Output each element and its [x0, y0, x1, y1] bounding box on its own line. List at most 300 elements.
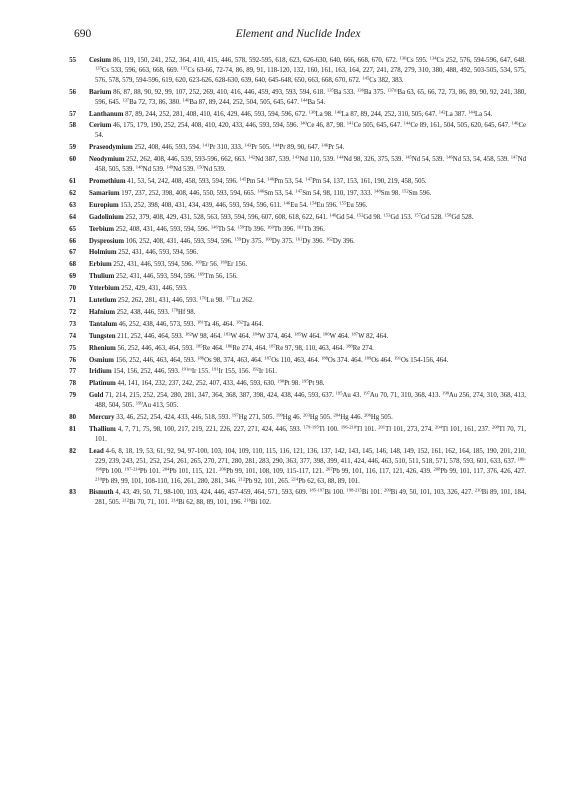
mass-number: 186: [225, 342, 233, 348]
mass-number: 187: [268, 342, 276, 348]
page-references: 252, 431, 446, 593, 594, 596.: [114, 273, 198, 281]
mass-number: 144: [272, 142, 280, 148]
element-name: Praseodymium: [89, 144, 133, 152]
running-head: Element and Nuclide Index: [235, 28, 361, 40]
mass-number: 185: [294, 331, 302, 337]
index-entry: [64, 447, 526, 487]
atomic-number: 66: [69, 237, 76, 245]
element-name: Thulium: [89, 273, 115, 281]
element-name: Osmium: [89, 356, 114, 364]
index-entry: [64, 488, 526, 508]
atomic-number: 71: [69, 297, 76, 305]
page-references: La 98.: [315, 110, 335, 118]
page-references: Au 70, 71, 310, 368, 413.: [369, 392, 443, 400]
atomic-number: 57: [69, 110, 76, 118]
mass-number: 159: [234, 235, 242, 241]
page-references: Ta 464.: [242, 320, 264, 328]
index-entry: [64, 248, 526, 258]
mass-number: 199: [275, 412, 283, 418]
page-references: 41, 53, 54, 242, 408, 458, 593, 594, 596.: [125, 177, 240, 185]
page-references: Gd 528.: [451, 213, 474, 221]
mass-number: 146: [321, 142, 329, 148]
page-references: Nd 53, 54, 458, 539.: [452, 156, 511, 164]
page-references: Os 464.: [371, 356, 395, 364]
page-references: 33, 46, 252, 254, 424, 433, 446, 518, 593.: [114, 414, 232, 422]
element-name: Dysprosium: [89, 237, 124, 245]
page-references: Gd 153.: [390, 213, 415, 221]
page-references: Dy 396.: [302, 237, 326, 245]
page-references: Cs 595.: [406, 57, 430, 64]
page-references: Hf 98.: [178, 308, 196, 316]
index-entry: [64, 88, 526, 108]
element-name: Holmium: [89, 249, 117, 257]
page-references: Bi 101.: [361, 489, 384, 497]
index-entry: [64, 320, 526, 330]
page-references: Dy 375.: [271, 237, 296, 245]
page-references: La 387.: [445, 110, 469, 118]
page-references: 4-6, 8, 18, 19, 53, 61, 92, 94, 97-100, 103, 104, 109, 110, 115, 116, 121, 136, 137, 142, 143, 145, 146, 148, 149, 152, 161, 162, 164, 185, 190, 201, 210, 229, 239, 243, 251, 252, 254, 261, 265, 270, 271, 280, 281, 283, 290, 363, 377, 398, 399, 411, 424, 446, 463, 510, 511, 518, 571, 578, 593, 601, 633, 637.: [95, 447, 526, 465]
mass-number: 176: [199, 295, 207, 301]
page-references: Ce 89, 161, 504, 505, 620, 645, 647.: [410, 122, 512, 130]
index-entry: [64, 413, 526, 423]
mass-number: 146: [511, 120, 519, 126]
atomic-number: 73: [69, 320, 76, 328]
page-references: 46, 175, 179, 190, 252, 254, 408, 410, 420, 433, 446, 593, 594, 596.: [111, 122, 300, 130]
page-references: Gd 54.: [336, 213, 357, 221]
page-references: Bi 100.: [324, 489, 347, 497]
mass-number: 197-214: [124, 465, 140, 471]
page-references: Tb 396.: [244, 225, 267, 233]
page-references: Tl 100.: [318, 426, 341, 433]
page-references: Ba 375.: [363, 88, 388, 96]
page-references: Sm 596.: [408, 189, 432, 197]
page-references: Ir 161.: [258, 368, 277, 376]
page-references: Bi 89, 101, 184, 281, 505.: [95, 489, 527, 507]
index-entries: [64, 56, 526, 510]
mass-number: 212: [238, 475, 246, 481]
page-references: Ba 87, 89, 244, 252, 504, 505, 645, 647.: [189, 98, 301, 106]
mass-number: 198: [442, 390, 449, 396]
mass-number: 216: [243, 497, 251, 503]
page-references: Nd 539.: [142, 166, 167, 174]
mass-number: 144: [300, 96, 308, 102]
index-entry: [64, 260, 526, 270]
page-references: Dy 375.: [241, 237, 265, 245]
page-references: Gd 98.: [363, 213, 384, 221]
mass-number: 148: [373, 188, 381, 194]
mass-number: 142: [438, 108, 446, 114]
page-references: Os 98, 374, 463, 464.: [204, 356, 265, 364]
atomic-number: 77: [69, 368, 76, 376]
element-name: Rhenium: [89, 344, 116, 352]
page-references: Sm 53, 54.: [264, 189, 296, 197]
mass-number: 177: [225, 295, 233, 301]
page-references: Re 464.: [202, 344, 226, 352]
mass-number: 158: [444, 212, 452, 217]
element-name: Iridium: [89, 368, 112, 376]
page-references: Pt 98.: [284, 380, 302, 388]
page-references: Tm 56, 156.: [204, 273, 238, 281]
page-references: Gd 528.: [420, 213, 445, 221]
mass-number: 191: [394, 354, 401, 360]
page-references: Lu 98.: [206, 297, 226, 305]
page-references: Pt 98.: [308, 380, 325, 388]
page-references: Pr 505.: [251, 144, 273, 152]
index-entry: [64, 367, 526, 377]
atomic-number: 55: [69, 57, 76, 64]
index-entry: [64, 356, 526, 366]
page-references: Er 156.: [227, 261, 248, 269]
atomic-number: 80: [69, 414, 76, 422]
index-entry: [64, 201, 526, 211]
atomic-number: 69: [69, 273, 76, 281]
page-references: 197, 237, 252, 398, 408, 446, 550, 593, 594, 665.: [119, 189, 258, 197]
page-references: 71, 214, 215, 252, 254, 280, 281, 347, 364, 368, 387, 398, 424, 438, 446, 593, 637.: [103, 392, 336, 400]
mass-number: 214: [171, 497, 179, 503]
atomic-number: 68: [69, 261, 76, 269]
mass-number: 203: [302, 412, 310, 418]
atomic-number: 72: [69, 308, 76, 316]
page-references: Hg 505.: [370, 414, 393, 422]
mass-number: 188: [345, 342, 353, 348]
mass-number: 190: [277, 378, 285, 384]
page-references: Bi 49, 50, 101, 103, 326, 427.: [390, 489, 475, 497]
page-references: Ce 46, 87, 98.: [306, 122, 347, 130]
index-entry: [64, 143, 526, 153]
page-references: 86, 119, 150, 241, 252, 364, 410, 415, 446, 578, 592-595, 618, 623, 626-630, 640, 666, 668, 670, 672.: [110, 57, 400, 64]
element-name: Tungsten: [89, 332, 116, 340]
page-references: Pb 99, 101, 117, 376, 426, 427.: [440, 467, 526, 475]
page-references: 44, 141, 164, 232, 237, 242, 252, 407, 433, 446, 593, 630.: [115, 380, 278, 388]
atomic-number: 56: [69, 88, 76, 96]
page-references: Eu 596.: [346, 201, 368, 209]
mass-number: 187: [264, 354, 272, 360]
page-references: Pr 310, 333.: [209, 144, 245, 152]
element-name: Bismuth: [89, 489, 114, 497]
element-name: Promethium: [89, 177, 126, 185]
mass-number: 147: [510, 154, 518, 160]
mass-number: 183: [223, 331, 231, 337]
page-references: W 464.: [301, 332, 323, 340]
mass-number: 195: [335, 390, 343, 396]
atomic-number: 81: [69, 426, 76, 433]
atomic-number: 75: [69, 344, 76, 352]
page-references: 252, 431, 446, 593, 594, 596.: [116, 249, 199, 257]
mass-number: 169: [220, 259, 228, 265]
page-references: Ba 72, 73, 86, 380.: [129, 98, 183, 106]
page-references: Tl 101.: [356, 426, 379, 433]
page-references: Sm 98.: [380, 189, 402, 197]
page-references: Nd 54, 539.: [411, 156, 446, 164]
page-references: Pb 99, 101, 116, 117, 121, 426, 439.: [332, 467, 434, 475]
page-references: Nd 110, 539.: [299, 156, 337, 164]
page-references: Os 110, 463, 464.: [271, 356, 322, 364]
element-name: Gold: [89, 392, 104, 400]
page-references: 252, 429, 431, 446, 593.: [119, 285, 188, 293]
mass-number: 206: [363, 412, 371, 418]
page-references: Eu 54.: [290, 201, 310, 209]
page-references: Os 374. 464.: [327, 356, 365, 364]
page-references: W 464.: [329, 332, 352, 340]
index-entry: [64, 177, 526, 187]
mass-number: 147: [305, 176, 313, 182]
page-references: Ba 54.: [307, 98, 326, 106]
index-entry: [64, 379, 526, 389]
page-references: W 374, 464.: [259, 332, 295, 340]
mass-number: 198-215: [346, 487, 362, 493]
page-references: Bi 62, 88, 89, 101, 196.: [178, 499, 244, 507]
index-entry: [64, 425, 526, 445]
mass-number: 197: [363, 390, 370, 396]
atomic-number: 79: [69, 392, 76, 400]
page-references: Nd 98, 326, 375, 539.: [343, 156, 405, 164]
page-references: Pb 89, 99, 101, 108-110, 116, 261, 280, 281, 346.: [101, 477, 239, 485]
index-entry: [64, 284, 526, 294]
mass-number: 180-196: [95, 456, 526, 471]
page-references: Pb 100.: [101, 467, 125, 475]
mass-number: 130: [399, 55, 407, 61]
mass-number: 159: [237, 223, 245, 229]
element-name: Neodymium: [89, 156, 125, 164]
page-references: Hg 446.: [340, 414, 364, 422]
atomic-number: 83: [69, 489, 76, 497]
page-references: Nd 539.: [203, 166, 226, 174]
mass-number: 185: [195, 342, 203, 348]
atomic-number: 76: [69, 356, 76, 364]
page-references: Hg 46.: [282, 414, 303, 422]
element-name: Cerium: [89, 122, 112, 130]
element-name: Thallium: [89, 426, 116, 433]
mass-number: 147: [295, 188, 303, 194]
mass-number: 186: [197, 354, 205, 360]
mass-number: 145: [362, 75, 370, 81]
page-references: Cs 252, 576, 594-596, 647, 648.: [436, 57, 526, 64]
page-references: Pr 89, 90, 647.: [279, 144, 322, 152]
page-references: Ir 155, 156.: [218, 368, 252, 376]
page-references: 46, 252, 438, 446, 573, 593.: [117, 320, 197, 328]
mass-number: 144: [403, 120, 411, 126]
page-references: Tl 70, 71, 101.: [95, 426, 526, 443]
mass-number: 161: [296, 223, 304, 229]
element-name: Lutetium: [89, 297, 117, 305]
page-references: Re 274.: [352, 344, 374, 352]
mass-number: 169: [197, 271, 205, 277]
mass-number: 143: [244, 142, 252, 148]
atomic-number: 64: [69, 213, 76, 221]
mass-number: 184: [252, 331, 260, 337]
mass-number: 188: [321, 354, 328, 360]
page-references: Ir 155.: [191, 368, 212, 376]
mass-number: 204: [435, 424, 442, 430]
page-references: La 54.: [474, 110, 493, 118]
page-references: Hg 271, 505.: [238, 414, 276, 422]
page-references: W 98, 464.: [191, 332, 224, 340]
page-references: Re 274, 464.: [232, 344, 269, 352]
mass-number: 210: [95, 475, 102, 481]
mass-number: 210: [474, 487, 482, 493]
mass-number: 208: [433, 465, 441, 471]
mass-number: 192: [251, 366, 259, 372]
page-references: Ba 63, 65, 66, 72, 73, 86, 89, 90, 92, 241, 380, 596, 645.: [95, 88, 527, 106]
index-entry: [64, 225, 526, 235]
page-references: Au 256, 274, 310, 368, 413, 488, 504, 505.: [95, 392, 526, 410]
index-entry: [64, 344, 526, 354]
mass-number: 141: [346, 120, 354, 126]
page-references: 252, 438, 446, 593.: [115, 308, 172, 316]
atomic-number: 74: [69, 332, 76, 340]
page-references: Ta 46, 464.: [203, 320, 237, 328]
page-references: 106, 252, 408, 431, 446, 593, 594, 596.: [124, 237, 235, 245]
mass-number: 204: [333, 412, 341, 418]
mass-number: 152: [401, 188, 409, 194]
page-references: 252, 262, 281, 431, 446, 593.: [116, 297, 200, 305]
mass-number: 191: [211, 366, 219, 372]
page-references: 156, 252, 446, 463, 464, 593.: [113, 356, 198, 364]
page-references: W 82, 464.: [358, 332, 389, 340]
page-references: Ce 505, 645, 647.: [353, 122, 404, 130]
index-entry: [64, 110, 526, 120]
mass-number: 137: [180, 65, 188, 71]
mass-number: 134: [429, 55, 437, 61]
mass-number: 150: [196, 164, 204, 170]
element-name: Tantalum: [89, 320, 118, 328]
atomic-number: 67: [69, 249, 76, 257]
element-name: Cesium: [89, 57, 111, 64]
page-references: Tb 396.: [273, 225, 297, 233]
index-entry: [64, 56, 526, 86]
page-references: Lu 262.: [232, 297, 254, 305]
page-references: Er 56.: [201, 261, 221, 269]
page-references: Bi 102.: [250, 499, 271, 507]
page-references: La 87, 89, 244, 252, 310, 505, 647.: [341, 110, 439, 118]
atomic-number: 62: [69, 189, 76, 197]
page-references: 252, 408, 431, 446, 593, 594, 596.: [114, 225, 211, 233]
mass-number: 146: [267, 176, 275, 182]
page-references: 56, 252, 446, 463, 464, 593.: [115, 344, 196, 352]
page-references: 211, 252, 446, 464, 593.: [115, 332, 185, 340]
page-references: Tb 396.: [303, 225, 325, 233]
mass-number: 195: [301, 378, 309, 384]
mass-number: 137: [122, 96, 130, 102]
mass-number: 136: [356, 87, 364, 93]
mass-number: 149: [166, 164, 174, 170]
page-references: Hg 505.: [309, 414, 334, 422]
page-references: Cs 63-66, 72-74, 86, 89, 91, 118-120, 132, 160, 161, 163, 164, 227, 241, 278, 279, 310, 380, 488, 492, 503-505, 534, 575, 576, 578, 579, 594-596, 619, 620, 623-626, 628-630, 639, 640, 645-648, 650, 663, 668, 670, 672.: [95, 66, 526, 84]
element-name: Erbium: [89, 261, 112, 269]
mass-number: 208: [491, 424, 499, 430]
page-references: Au 413, 505.: [142, 402, 179, 410]
mass-number: 146: [445, 154, 453, 160]
atomic-number: 70: [69, 285, 76, 293]
page-references: Nd 539.: [173, 166, 197, 174]
mass-number: 209: [383, 487, 391, 493]
mass-number: 152: [356, 212, 364, 217]
mass-number: 142: [248, 154, 256, 160]
page-references: Dy 396.: [332, 237, 355, 245]
mass-number: 214: [291, 475, 299, 481]
mass-number: 140: [182, 96, 190, 102]
page-references: Cs 533, 596, 663, 668, 669.: [101, 66, 181, 74]
mass-number: 153: [383, 212, 391, 217]
element-name: Mercury: [89, 414, 115, 422]
page-references: Pm 54, 137, 153, 161, 190, 219, 458, 505.: [312, 177, 427, 185]
index-entry: [64, 391, 526, 411]
mass-number: 178: [171, 307, 179, 313]
mass-number: 204: [162, 465, 170, 471]
mass-number: 143: [292, 154, 300, 160]
element-name: Gadolinium: [89, 213, 124, 221]
page-references: Pb 62, 63, 88, 89, 101.: [298, 477, 360, 485]
page-header: [64, 28, 532, 42]
page-references: 252, 379, 408, 429, 431, 528, 563, 593, 594, 596, 607, 608, 618, 622, 641.: [123, 213, 330, 221]
mass-number: 197: [231, 412, 239, 418]
page-references: Tl 101, 273, 274.: [385, 426, 436, 433]
page-references: W 464.: [230, 332, 253, 340]
element-name: Ytterbium: [89, 285, 120, 293]
mass-number: 181: [196, 319, 204, 325]
mass-number: 146: [283, 200, 291, 206]
mass-number: 135: [95, 65, 102, 71]
mass-number: 206: [219, 465, 227, 471]
page-references: Pr 54.: [328, 144, 345, 152]
mass-number: 154: [309, 200, 317, 206]
page-references: Tb 54.: [217, 225, 238, 233]
page-references: Au 43.: [342, 392, 364, 400]
atomic-number: 63: [69, 201, 76, 209]
mass-number: 161: [295, 235, 303, 241]
index-entry: [64, 237, 526, 247]
mass-number: 140: [334, 108, 342, 114]
mass-number: 207: [325, 465, 333, 471]
element-name: Lead: [89, 447, 104, 455]
atomic-number: 60: [69, 156, 76, 164]
mass-number: 199: [135, 400, 143, 406]
element-name: Lanthanum: [89, 110, 124, 118]
page-references: Pm 54.: [246, 177, 268, 185]
element-name: Europium: [89, 201, 119, 209]
page-references: 86, 87, 88, 90, 92, 99, 107, 252, 269, 410, 416, 446, 459, 493, 593, 594, 618.: [111, 88, 327, 96]
mass-number: 160: [267, 223, 274, 229]
mass-number: 145: [239, 176, 247, 182]
mass-number: 140: [299, 120, 307, 126]
mass-number: 155: [339, 200, 347, 206]
page-references: 252, 431, 446, 593, 594, 596.: [111, 261, 195, 269]
page-references: 87, 89, 244, 252, 281, 408, 410, 416, 429, 446, 593, 594, 596, 672.: [123, 110, 309, 118]
element-name: Platinum: [89, 380, 116, 388]
index-entry: [64, 213, 526, 223]
page-references: 4, 43, 49, 50, 71, 98-100, 103, 424, 446, 457-459, 464, 571, 593, 609.: [113, 489, 310, 497]
mass-number: 146: [329, 212, 337, 217]
mass-number: 138: [308, 108, 316, 114]
mass-number: 141: [202, 142, 210, 148]
atomic-number: 65: [69, 225, 76, 233]
page-references: 153, 252, 398, 408, 431, 434, 439, 446, 593, 594, 596, 611.: [118, 201, 284, 209]
mass-number: 196-210: [340, 424, 357, 430]
mass-number: 191m: [181, 366, 192, 372]
page-references: Pb 92, 101, 265.: [245, 477, 292, 485]
index-entry: [64, 296, 526, 306]
mass-number: 201: [378, 424, 386, 430]
element-name: Samarium: [89, 189, 120, 197]
mass-number: 146: [210, 223, 218, 229]
mass-number: 144: [336, 154, 344, 160]
page-references: Sm 54, 98, 110, 197, 333.: [302, 189, 374, 197]
page-references: Bi 70, 71, 101.: [129, 499, 172, 507]
mass-number: 187: [351, 331, 359, 337]
element-name: Hafnium: [89, 308, 116, 316]
mass-number: 162: [325, 235, 333, 241]
mass-number: 137m: [387, 87, 398, 93]
